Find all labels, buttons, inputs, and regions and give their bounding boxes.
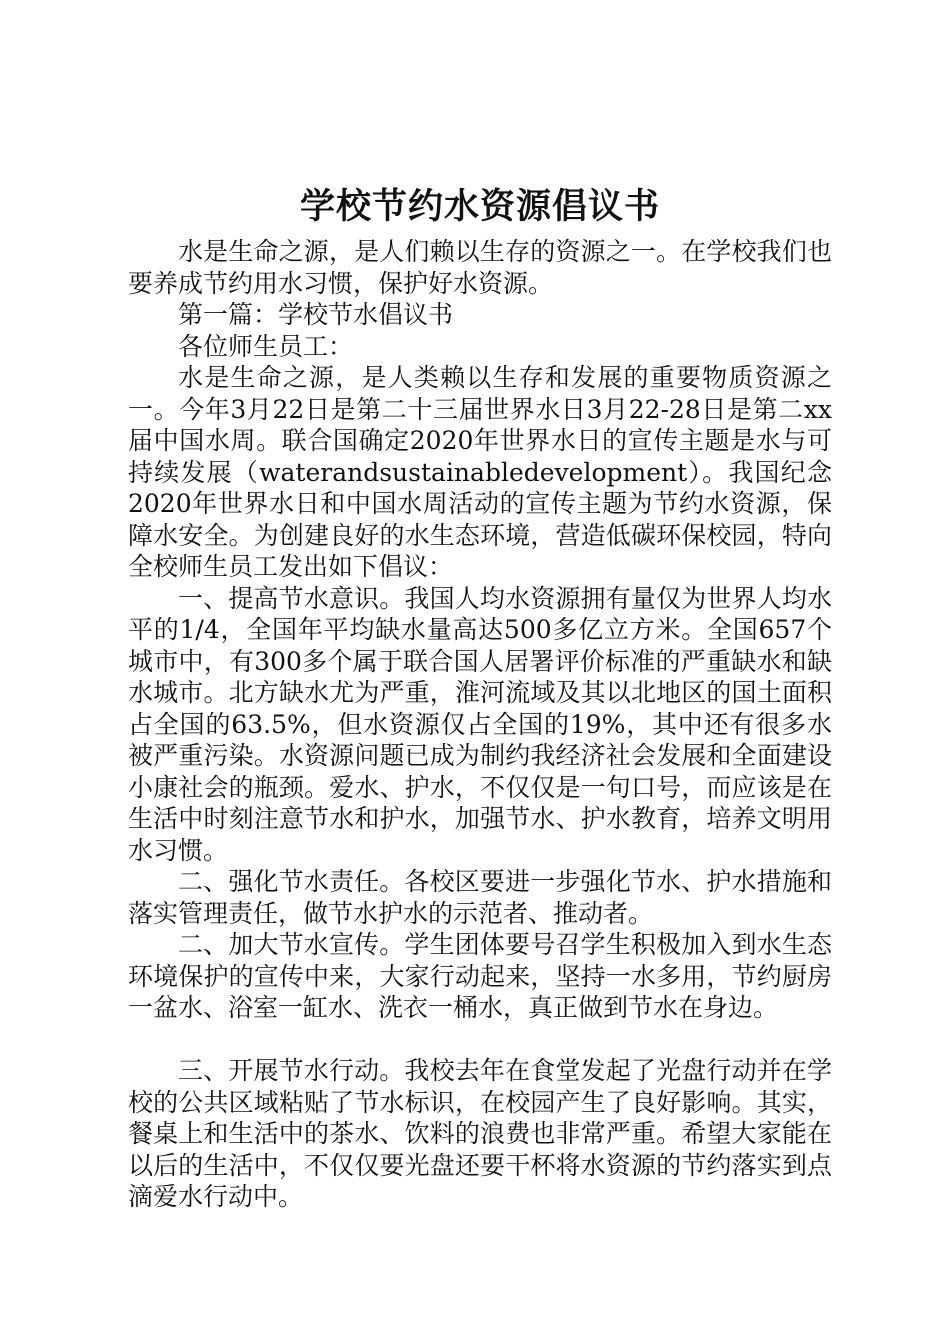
paragraph-point-2b: 二、加大节水宣传。学生团体要号召学生积极加入到水生态环境保护的宣传中来，大家行动起来，坚持一水多用，节约厨房一盆水、浴室一缸水、洗衣一桶水，真正做到节水在身边。 [128, 930, 832, 1022]
paragraph-intro: 水是生命之源，是人们赖以生存的资源之一。在学校我们也要养成节约用水习惯，保护好水资源。 [128, 237, 832, 298]
paragraph-gap [128, 1024, 832, 1056]
paragraph-point-1: 一、提高节水意识。我国人均水资源拥有量仅为世界人均水平的1/4，全国年平均缺水量高达500多亿立方米。全国657个城市中，有300多个属于联合国人居署评价标准的严重缺水和缺水城市。北方缺水尤为严重，淮河流域及其以北地区的国土面积占全国的63.5%，但水资源仅占全国的19%，其中还有很多水被严重污染。水资源问题已成为制约我经济社会发展和全面建设小康社会的瓶颈。爱水、护水，不仅仅是一句口号，而应该是在生活中时刻注意节水和护水，加强节水、护水教育，培养文明用水习惯。 [128, 583, 832, 865]
document-page [128, 182, 832, 1213]
document-title: 学校节约水资源倡议书 [299, 187, 660, 227]
paragraph-background: 水是生命之源，是人类赖以生存和发展的重要物质资源之一。今年3月22日是第二十三届世界水日3月22-28日是第二xx届中国水周。联合国确定2020年世界水日的宣传主题是水与可持续发展（waterandsustainabledevelopment）。我国纪念2020年世界水日和中国水周活动的宣传主题为节约水资源，保障水安全。为创建良好的水生态环境，营造低碳环保校园，特向全校师生员工发出如下倡议： [128, 363, 832, 581]
paragraph-point-2: 二、强化节水责任。各校区要进一步强化节水、护水措施和落实管理责任，做节水护水的示范者、推动者。 [128, 867, 832, 928]
paragraph-point-3: 三、开展节水行动。我校去年在食堂发起了光盘行动并在学校的公共区域粘贴了节水标识，在校园产生了良好影响。其实，餐桌上和生活中的茶水、饮料的浪费也非常严重。希望大家能在以后的生活中，不仅仅要光盘还要干杯将水资源的节约落实到点滴爱水行动中。 [128, 1056, 832, 1211]
paragraph-salutation: 各位师生员工： [178, 331, 354, 361]
paragraph-section-heading: 第一篇：学校节水倡议书 [178, 300, 454, 329]
